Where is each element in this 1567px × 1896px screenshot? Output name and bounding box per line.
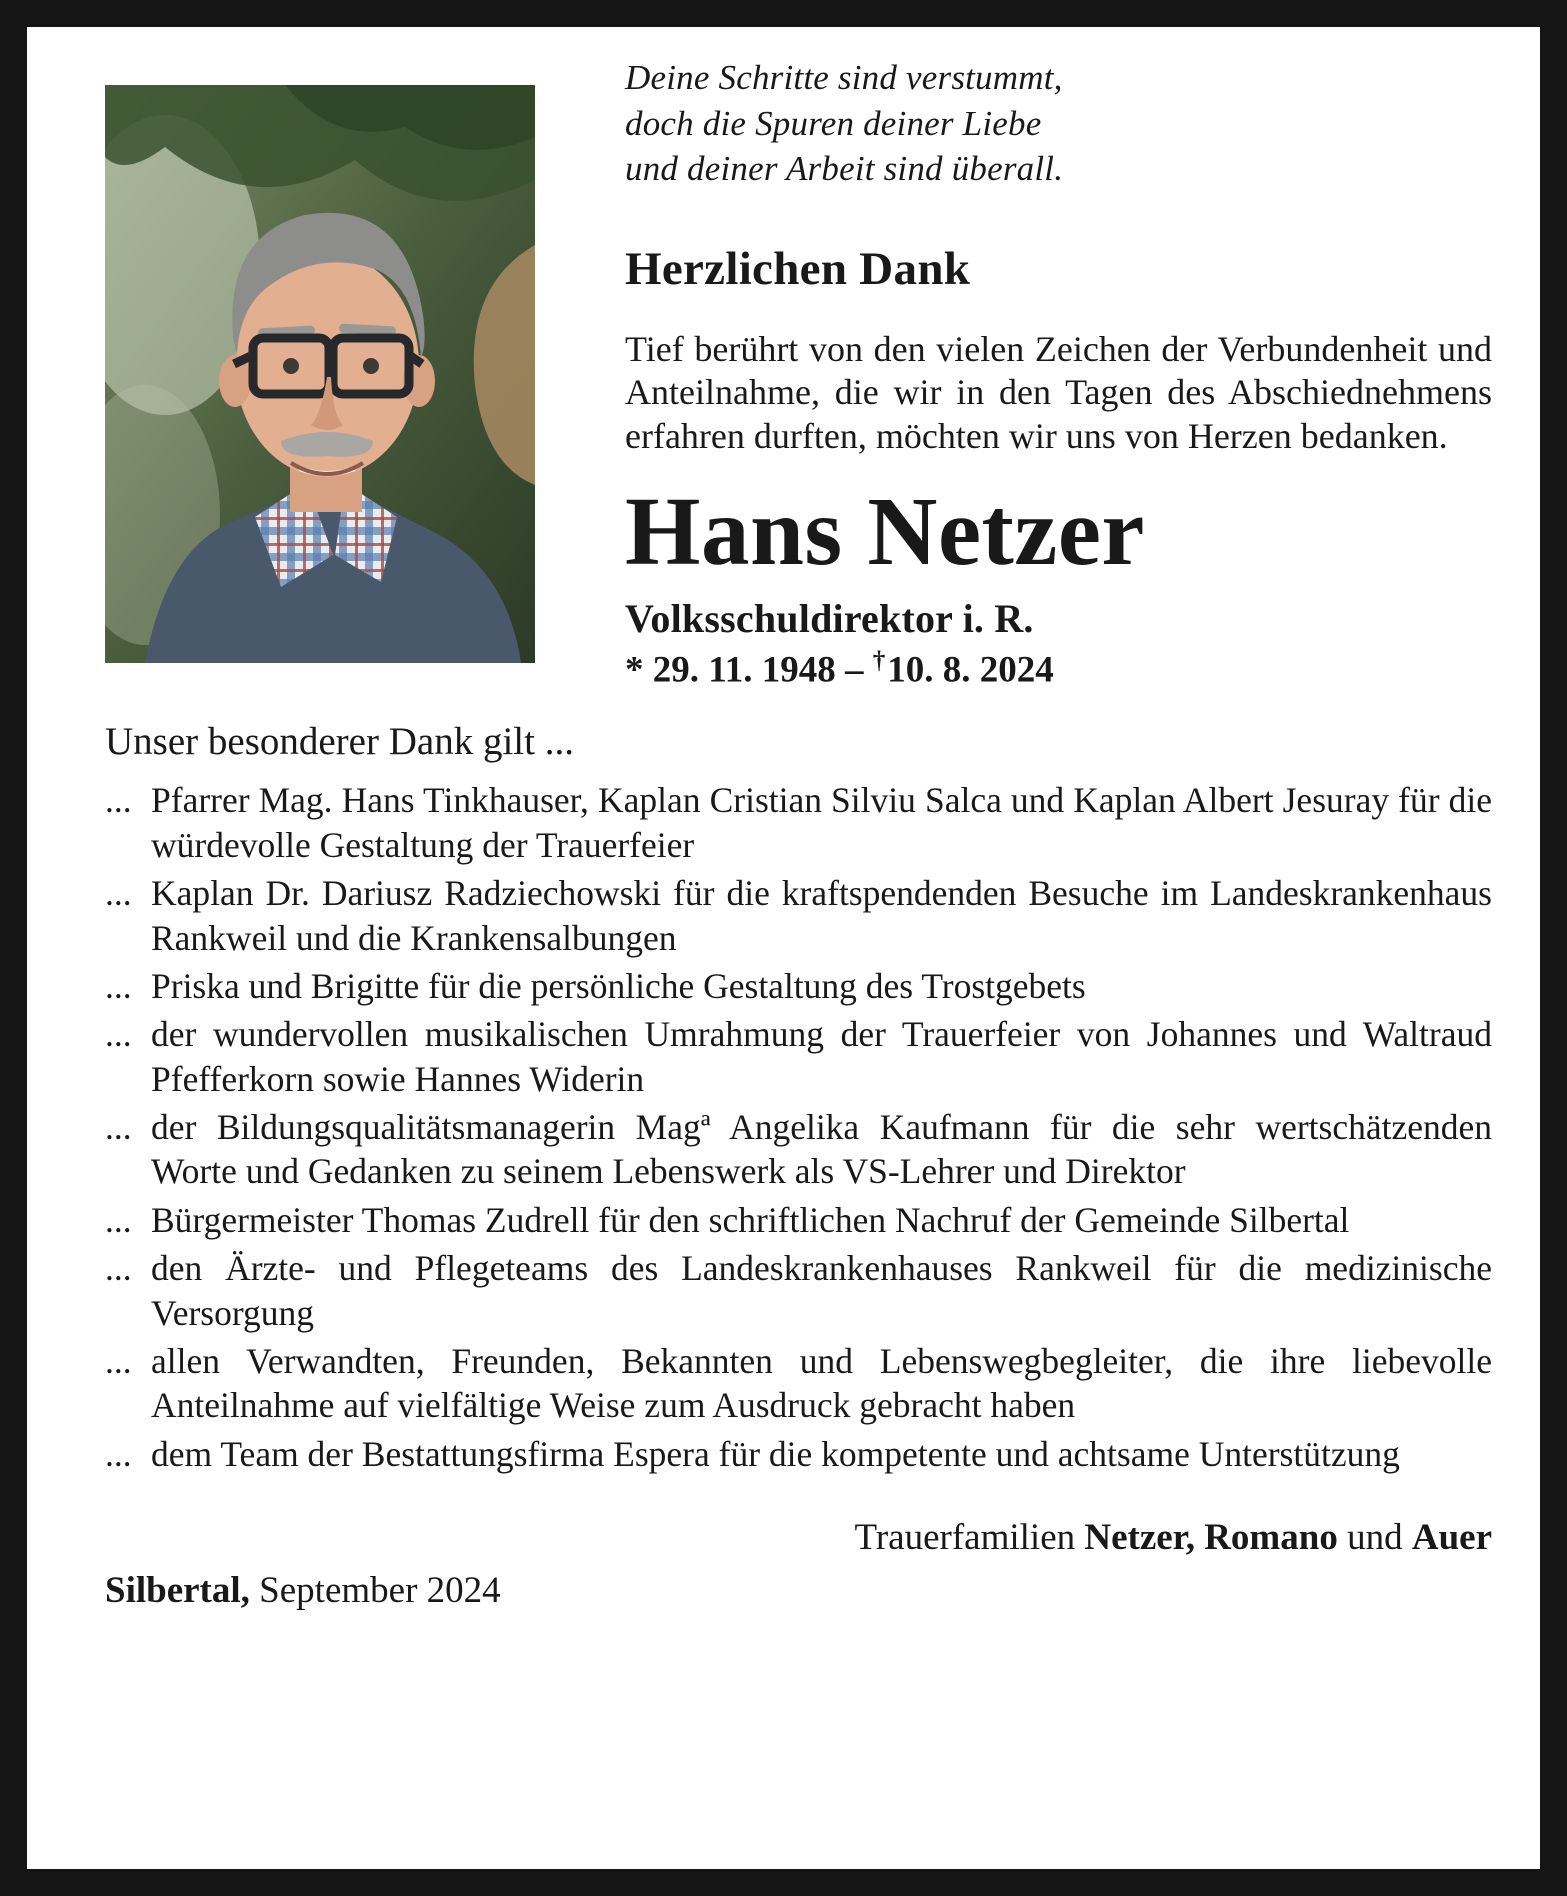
birth-date: * 29. 11. 1948 – <box>625 649 864 691</box>
ellipsis-bullet: ... <box>105 1107 132 1148</box>
list-item-text: allen Verwandten, Freunden, Bekannten und Lebenswegbegleiter, die ihre liebevolle Anteilnahme auf vielfältige Weise zum Ausdruck gebracht haben <box>151 1340 1492 1426</box>
acknowledgements-list <box>105 778 1492 1476</box>
thanks-heading: Herzlichen Dank <box>625 242 971 295</box>
header-section <box>105 55 1492 691</box>
closing-conjunction: und <box>1347 1517 1403 1559</box>
list-item-text: den Ärzte- und Pflegeteams des Landeskrankenhauses Rankweil für die medizinische Versorgung <box>151 1248 1492 1333</box>
memorial-quote <box>625 55 1492 192</box>
acknowledgements-section <box>105 719 1492 1476</box>
list-item <box>105 871 1492 960</box>
closing-prefix: Trauerfamilien <box>854 1517 1076 1559</box>
place-date-line <box>105 1569 1492 1612</box>
list-item-text: der Bildungsqualitätsmanagerin Magª Angelika Kaufmann für die sehr wertschätzenden Worte und Gedanken zu seinem Lebenswerk als VS-Lehrer und Direktor <box>151 1107 1492 1192</box>
deceased-title: Volksschuldirektor i. R. <box>625 596 1034 642</box>
place-name: Silbertal, <box>105 1570 250 1612</box>
acknowledgements-heading: Unser besonderer Dank gilt ... <box>105 720 574 764</box>
list-item <box>105 1105 1492 1194</box>
ellipsis-bullet: ... <box>105 873 132 914</box>
list-item-text: der wundervollen musikalischen Umrahmung der Trauerfeier von Johannes und Waltraud Pfefferkorn sowie Hannes Widerin <box>151 1014 1492 1099</box>
dagger-symbol: † <box>872 647 886 675</box>
deceased-name: Hans Netzer <box>625 478 1145 586</box>
list-item-text: Pfarrer Mag. Hans Tinkhauser, Kaplan Cristian Silviu Salca und Kaplan Albert Jesuray für die würdevolle Gestaltung der Trauerfeier <box>151 780 1492 865</box>
list-item <box>105 778 1492 867</box>
list-item-text: Bürgermeister Thomas Zudrell für den schriftlichen Nachruf der Gemeinde Silbertal <box>151 1199 1350 1240</box>
list-item <box>105 1432 1492 1476</box>
portrait-illustration <box>105 85 535 663</box>
death-date: 10. 8. 2024 <box>887 649 1054 691</box>
list-item-text: Kaplan Dr. Dariusz Radziechowski für die kraftspendenden Besuche im Landeskrankenhaus Rankweil und die Krankensalbungen <box>151 873 1492 958</box>
list-item <box>105 1012 1492 1101</box>
family-names-bold: Netzer, Romano <box>1084 1517 1338 1559</box>
ellipsis-bullet: ... <box>105 1199 132 1240</box>
ellipsis-bullet: ... <box>105 1248 132 1289</box>
deceased-dates <box>625 647 1492 691</box>
ellipsis-bullet: ... <box>105 1014 132 1055</box>
date-text: September 2024 <box>259 1570 501 1612</box>
header-text-column <box>625 55 1492 691</box>
intro-paragraph: Tief berührt von den vielen Zeichen der Verbundenheit und Anteilnahme, die wir in den Tagen des Abschiednehmens erfahren durften, möchten wir uns von Herzen bedanken. <box>625 328 1492 457</box>
ellipsis-bullet: ... <box>105 780 132 821</box>
quote-line: und deiner Arbeit sind überall. <box>625 149 1064 188</box>
closing-line <box>105 1516 1492 1559</box>
ellipsis-bullet: ... <box>105 1433 132 1474</box>
portrait-photo <box>105 85 535 663</box>
list-item-text: Priska und Brigitte für die persönliche Gestaltung des Trostgebets <box>151 965 1086 1006</box>
list-item <box>105 1198 1492 1242</box>
family-name-bold: Auer <box>1411 1517 1492 1559</box>
list-item <box>105 964 1492 1008</box>
ellipsis-bullet: ... <box>105 1340 132 1381</box>
list-item <box>105 1339 1492 1428</box>
quote-line: Deine Schritte sind verstummt, <box>625 58 1063 97</box>
list-item <box>105 1246 1492 1335</box>
ellipsis-bullet: ... <box>105 965 132 1006</box>
list-item-text: dem Team der Bestattungsfirma Espera für die kompetente und achtsame Unterstützung <box>151 1433 1400 1474</box>
quote-line: doch die Spuren deiner Liebe <box>625 103 1042 143</box>
